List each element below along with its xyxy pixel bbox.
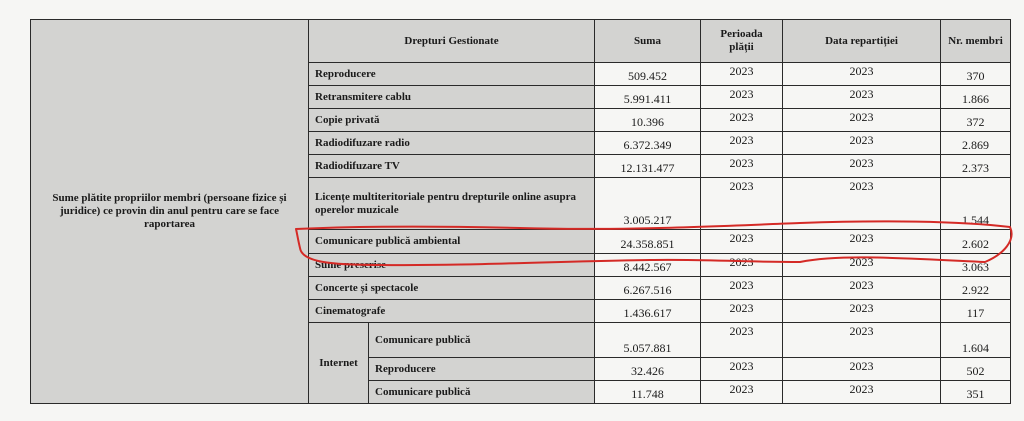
date-cell: 2023 [783,381,941,404]
right-label: Radiodifuzare radio [309,132,595,155]
date-cell: 2023 [783,132,941,155]
date-cell: 2023 [783,254,941,277]
date-cell: 2023 [783,230,941,254]
members-cell: 372 [941,109,1011,132]
right-label: Radiodifuzare TV [309,155,595,178]
internet-label: Internet [309,323,369,404]
members-cell: 2.373 [941,155,1011,178]
date-cell: 2023 [783,277,941,300]
members-cell: 1.866 [941,86,1011,109]
date-cell: 2023 [783,178,941,230]
right-label: Concerte și spectacole [309,277,595,300]
period-cell: 2023 [701,277,783,300]
sum-cell: 6.372.349 [595,132,701,155]
left-label-cell: Sume plătite propriilor membri (persoane fizice și juridice) ce provin din anul pentru care se face raportarea [31,20,309,404]
rights-table [30,19,1011,404]
right-label: Licențe multiteritoriale pentru drepturile online asupra operelor muzicale [309,178,595,230]
period-cell: 2023 [701,155,783,178]
period-cell: 2023 [701,358,783,381]
members-cell: 117 [941,300,1011,323]
header-date: Data repartiției [783,20,941,63]
header-row [31,20,1011,63]
date-cell: 2023 [783,300,941,323]
sum-cell: 12.131.477 [595,155,701,178]
sum-cell: 8.442.567 [595,254,701,277]
right-label: Sume prescrise [309,254,595,277]
period-cell: 2023 [701,178,783,230]
period-cell: 2023 [701,230,783,254]
header-period: Perioada plății [701,20,783,63]
period-cell: 2023 [701,300,783,323]
sum-cell: 32.426 [595,358,701,381]
right-label: Retransmitere cablu [309,86,595,109]
header-rights: Drepturi Gestionate [309,20,595,63]
members-cell: 2.602 [941,230,1011,254]
right-label: Copie privată [309,109,595,132]
sum-cell: 5.057.881 [595,323,701,358]
right-label: Comunicare publică ambiental [309,230,595,254]
date-cell: 2023 [783,109,941,132]
sum-cell: 509.452 [595,63,701,86]
members-cell: 502 [941,358,1011,381]
period-cell: 2023 [701,381,783,404]
sum-cell: 6.267.516 [595,277,701,300]
members-cell: 3.063 [941,254,1011,277]
period-cell: 2023 [701,109,783,132]
sum-cell: 3.005.217 [595,178,701,230]
date-cell: 2023 [783,358,941,381]
members-cell: 2.922 [941,277,1011,300]
date-cell: 2023 [783,63,941,86]
sum-cell: 1.436.617 [595,300,701,323]
members-cell: 2.869 [941,132,1011,155]
sum-cell: 10.396 [595,109,701,132]
date-cell: 2023 [783,86,941,109]
right-label: Reproducere [369,358,595,381]
sum-cell: 11.748 [595,381,701,404]
period-cell: 2023 [701,254,783,277]
right-label: Reproducere [309,63,595,86]
members-cell: 1.604 [941,323,1011,358]
right-label: Cinematografe [309,300,595,323]
period-cell: 2023 [701,63,783,86]
members-cell: 351 [941,381,1011,404]
period-cell: 2023 [701,132,783,155]
right-label: Comunicare publică [369,323,595,358]
members-cell: 370 [941,63,1011,86]
date-cell: 2023 [783,155,941,178]
period-cell: 2023 [701,323,783,358]
header-members: Nr. membri [941,20,1011,63]
date-cell: 2023 [783,323,941,358]
sum-cell: 24.358.851 [595,230,701,254]
period-cell: 2023 [701,86,783,109]
sum-cell: 5.991.411 [595,86,701,109]
header-sum: Suma [595,20,701,63]
members-cell: 1.544 [941,178,1011,230]
right-label: Comunicare publică [369,381,595,404]
